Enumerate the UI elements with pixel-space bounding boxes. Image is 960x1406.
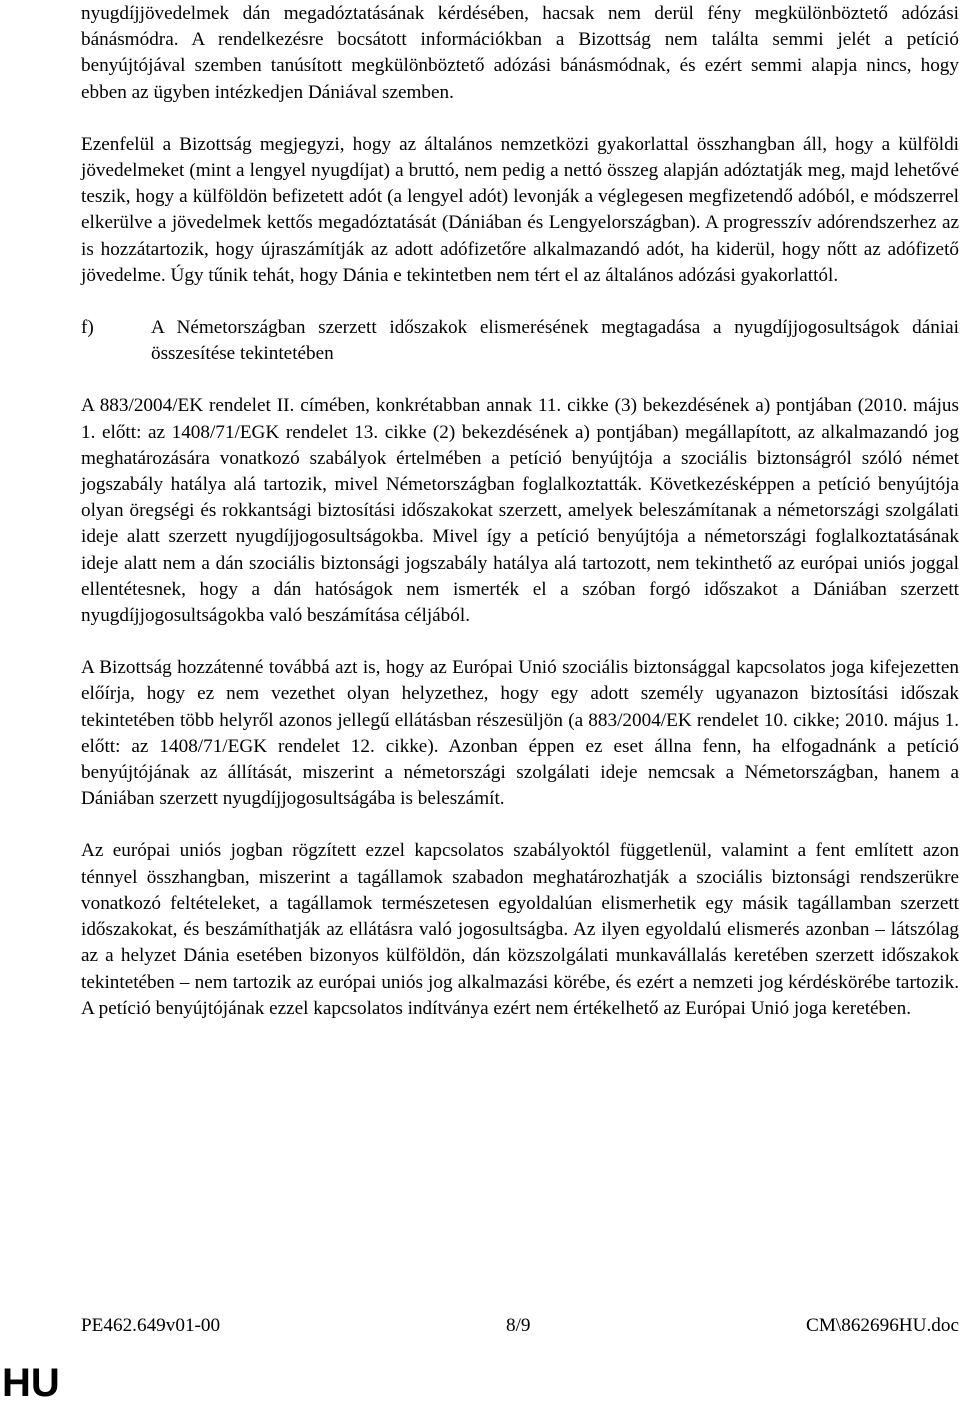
paragraph: nyugdíjjövedelmek dán megadóztatásának kérdésében, hacsak nem derül fény megkülönböztető adózási bánásmódra. A rendelkezésre bocsátott információkban a Bizottság nem találta semmi jelét a petíció benyújtójával szemben tanúsított megkülönböztető adózási bánásmódnak, és ezért semmi alapja nincs, hogy ebben az ügyben intézkedjen Dániával szemben. bbox=[81, 3, 959, 103]
section-heading bbox=[81, 315, 959, 367]
paragraph: Az európai uniós jogban rögzített ezzel kapcsolatos szabályoktól függetlenül, valamint a fent említett azon ténnyel összhangban, miszerint a tagállamok szabadon meghatározhatják a szociális biztonsági rendszerükre vonatkozó feltételeket, a tagállamok természetesen egyoldalúan elismerhetik egy másik tagállamban szerzett időszakokat, és beszámíthatják az ellátásra való jogosultságba. Az ilyen egyoldalú elismerés azonban – látszólag az a helyzet Dánia esetében bizonyos külföldön, dán közszolgálati munkavállalás keretében szerzett időszakok tekintetében – nem tartozik az európai uniós jog alkalmazási körébe, és ezért a nemzeti jog kérdéskörébe tartozik. A petíció benyújtójának ezzel kapcsolatos indítványa ezért nem értékelhető az Európai Unió joga keretében. bbox=[81, 840, 959, 1019]
language-code: HU bbox=[2, 1361, 60, 1405]
paragraph: A Bizottság hozzátenné továbbá azt is, hogy az Európai Unió szociális biztonsággal kapcsolatos joga kifejezetten előírja, hogy ez nem vezethet olyan helyzethez, hogy egy adott személy ugyanazon biztosítási időszak tekintetében több helyről azonos jellegű ellátásban részesüljön (a 883/2004/EK rendelet 10. cikke; 2010. május 1. előtt: az 1408/71/EGK rendelet 12. cikke). Azonban éppen ez eset állna fenn, ha elfogadnánk a petíció benyújtójának az állítását, miszerint a németországi szolgálati ideje nemcsak a Németországban, hanem a Dániában szerzett nyugdíjjogosultságába is beleszámít. bbox=[81, 657, 959, 810]
heading-text: A Németországban szerzett időszakok elismerésének megtagadása a nyugdíjjogosultságok dániai összesítése tekintetében bbox=[151, 317, 959, 365]
document-page bbox=[81, 0, 959, 1022]
footer-document-name: CM\862696HU.doc bbox=[806, 1315, 959, 1336]
footer-reference: PE462.649v01-00 bbox=[81, 1315, 221, 1336]
paragraph: A 883/2004/EK rendelet II. címében, konkrétabban annak 11. cikke (3) bekezdésének a) pontjában (2010. május 1. előtt: az 1408/71/EGK rendelet 13. cikke (2) bekezdésének a) pontjában) megállapított, az alkalmazandó jog meghatározására vonatkozó szabályok értelmében a petíció benyújtója a szociális biztonságról szóló német jogszabály hatálya alá tartozik, mivel Németországban foglalkoztatták. Következésképpen a petíció benyújtója olyan öregségi és rokkantsági biztosítási időszakokat szerzett, amelyek beleszámítanak a németországi szolgálati ideje alatt szerzett nyugdíjjogosultságokba. Mivel így a petíció benyújtója a németországi foglalkoztatásának ideje alatt nem a dán szociális biztonsági jogszabály hatálya alá tartozott, nem tekinthető az európai uniós joggal ellentétesnek, hogy a dán hatóságok nem ismerték el a szóban forgó időszakot a Dániában szerzett nyugdíjjogosultságokba való beszámítása céljából. bbox=[81, 395, 959, 627]
paragraph: Ezenfelül a Bizottság megjegyzi, hogy az általános nemzetközi gyakorlattal összhangban áll, hogy a külföldi jövedelmeket (mint a lengyel nyugdíjat) a bruttó, nem pedig a nettó összeg alapján adóztatják meg, majd lehetővé teszik, hogy a külföldön befizetett adót (a lengyel adót) levonják a véglegesen megfizetendő adóból, e módszerrel elkerülve a jövedelmek kettős megadóztatását (Dániában és Lengyelországban). A progresszív adórendszerhez az is hozzátartozik, hogy újraszámítják az adott adófizetőre alkalmazandó adót, ha kiderül, hogy nőtt az adófizető jövedelme. Úgy tűnik tehát, hogy Dánia e tekintetben nem tért el az általános adózási gyakorlattól. bbox=[81, 133, 959, 286]
footer-page-number: 8/9 bbox=[506, 1315, 531, 1336]
heading-marker: f) bbox=[81, 317, 94, 339]
